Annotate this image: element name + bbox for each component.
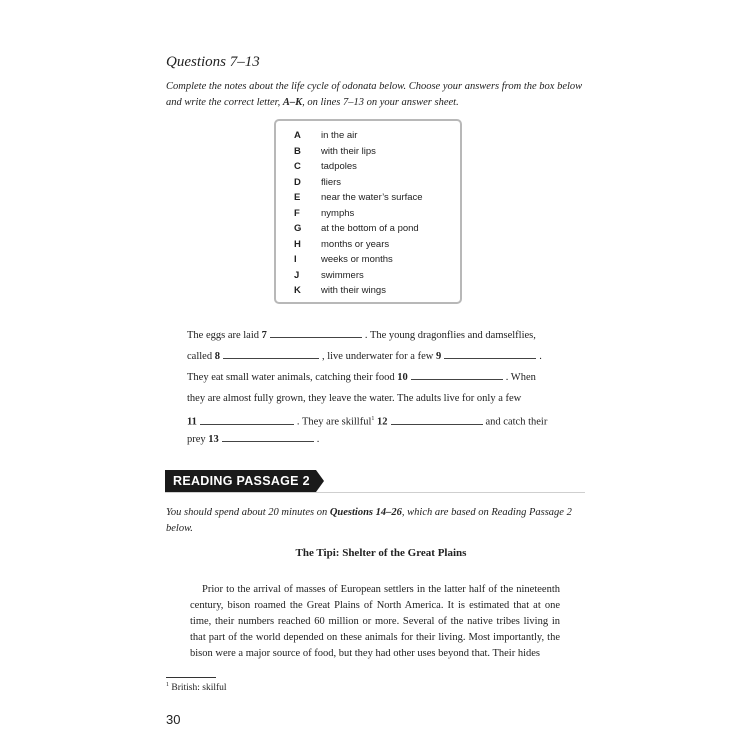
question-number-13: 13 [208, 434, 219, 445]
question-number-12: 12 [377, 416, 388, 428]
note-line-6: prey 13 . [187, 430, 319, 450]
passage-title: The Tipi: Shelter of the Great Plains [295, 547, 467, 559]
note-line-5: 11 . They are skillful$^1$ 12 and catch their [187, 409, 547, 429]
section-label: READING PASSAGE 2 [165, 470, 316, 492]
answer-blank-12 [391, 413, 483, 425]
answer-blank-7 [270, 326, 362, 338]
footnote-rule [166, 677, 216, 678]
answer-blank-8 [223, 347, 319, 359]
answer-blank-9 [444, 347, 536, 359]
footnote-marker: 1 [371, 416, 375, 422]
note-line-4: they are almost fully grown, they leave the water. The adults live for only a few [187, 393, 522, 404]
answer-blank-10 [411, 368, 503, 380]
banner-arrow-icon [316, 470, 324, 492]
questions-range: Questions 14–26 [329, 507, 402, 518]
questions-heading: Questions 7–13 [166, 54, 260, 70]
section-divider [165, 492, 585, 493]
answer-blank-11 [200, 413, 294, 425]
footnote-number: 1 [166, 682, 169, 688]
answer-options-box: A in the air B with their lips C tadpoles D fliers E near the water’s surface F nymphs G at the bottom of a pond H months or years I weeks or months J swimmers K with their wings [274, 119, 462, 304]
section-banner [165, 470, 324, 492]
question-number-10: 10 [397, 372, 408, 383]
page-number: 30 [166, 712, 181, 727]
passage-paragraph: Prior to the arrival of masses of European settlers in the latter half of the nineteenth century, bison roamed the Great Plains of North America. It is estimated that at one time, their numbers reached 60 million or more. Several of the native tribes living in that part of the world depended on these animals for their living. Most importantly, the bison were a major source of food, but they had other uses beyond that. Their hides [190, 584, 560, 659]
note-line-3: They eat small water animals, catching their food 10 . When [187, 368, 536, 388]
question-number-8: 8 [214, 351, 220, 362]
time-instructions: You should spend about 20 minutes on Questions 14–26, which are based on Reading Passage 2 below. [166, 507, 572, 534]
question-number-9: 9 [435, 351, 442, 362]
footnote: $^1$ British: skilful [166, 682, 227, 694]
letter-range: A–K [282, 97, 303, 108]
answer-blank-13 [222, 430, 314, 442]
question-number-11: 11 [187, 416, 197, 428]
passage-body [190, 582, 560, 662]
questions-instructions: Complete the notes about the life cycle of odonata below. Choose your answers from the box below and write the correct letter, A–K, on lines 7–13 on your answer sheet. [166, 81, 583, 108]
question-number-7: 7 [261, 330, 267, 341]
note-line-2: called 8 , live underwater for a few 9 . [187, 347, 542, 367]
note-line-1: The eggs are laid 7 . The young dragonflies and damselflies, [187, 326, 536, 346]
